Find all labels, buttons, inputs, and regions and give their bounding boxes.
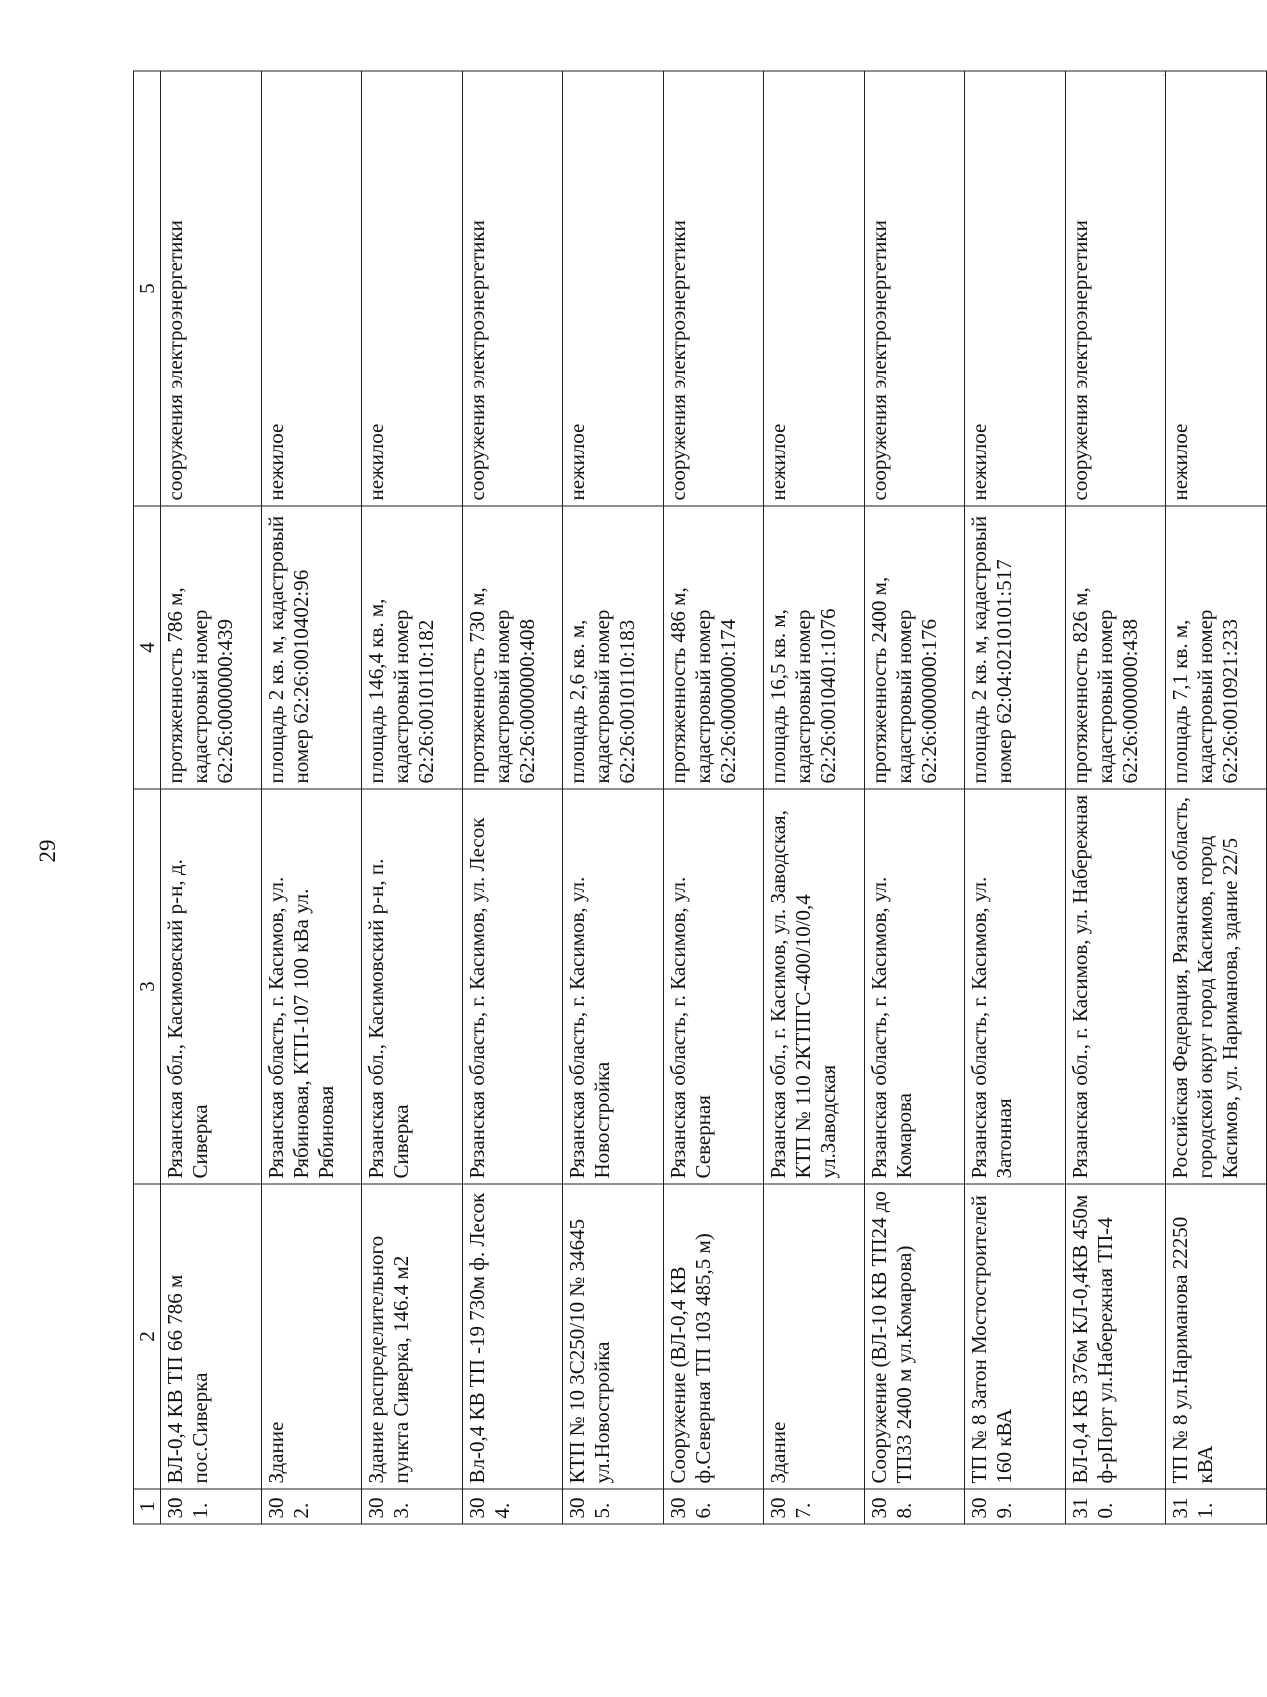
row-number-cell: 310.: [1065, 1489, 1166, 1524]
purpose-cell: сооружения электроэнергетики: [462, 71, 563, 506]
row-number-cell: 309.: [965, 1489, 1066, 1524]
column-header-number: 1: [134, 1489, 161, 1524]
row-number-cell: 305.: [563, 1489, 664, 1524]
address-cell: Рязанская область, г. Касимов, ул. Рябиновая, КТП-107 100 кВа ул. Рябиновая: [261, 789, 362, 1184]
row-number-cell: 302.: [261, 1489, 362, 1524]
purpose-cell: сооружения электроэнергетики: [161, 71, 262, 506]
address-cell: Рязанская область, г. Касимов, ул. Северная: [663, 789, 764, 1184]
table-row: [563, 71, 664, 1524]
purpose-cell: сооружения электроэнергетики: [1065, 71, 1166, 506]
row-number-cell: 308.: [864, 1489, 965, 1524]
purpose-cell: нежилое: [563, 71, 664, 506]
column-header-purpose: 5: [134, 71, 161, 506]
row-number-cell: 304.: [462, 1489, 563, 1524]
rotated-table-container: [133, 72, 1267, 1525]
object-name-cell: Здание: [764, 1184, 865, 1489]
characteristics-cell: площадь 2 кв. м, кадастровый номер 62:26:0010402:96: [261, 506, 362, 789]
page-number: 29: [35, 839, 60, 863]
address-cell: Рязанская обл., Касимовский р-н, п. Сиверка: [362, 789, 463, 1184]
table-header-row: [134, 71, 161, 1524]
row-number-cell: 303.: [362, 1489, 463, 1524]
table-row: [161, 71, 262, 1524]
address-cell: Рязанская область, г. Касимов, ул. Новостройка: [563, 789, 664, 1184]
characteristics-cell: площадь 2,6 кв. м, кадастровый номер 62:26:0010110:183: [563, 506, 664, 789]
column-header-address: 3: [134, 789, 161, 1184]
object-name-cell: ТП № 8 ул.Нариманова 22250 кВА: [1166, 1184, 1267, 1489]
purpose-cell: нежилое: [965, 71, 1066, 506]
purpose-cell: нежилое: [362, 71, 463, 506]
purpose-cell: нежилое: [1166, 71, 1267, 506]
object-name-cell: Здание распределительного пункта Сиверка, 146.4 м2: [362, 1184, 463, 1489]
table-row: [1166, 71, 1267, 1524]
characteristics-cell: площадь 7,1 кв. м, кадастровый номер 62:26:0010921:233: [1166, 506, 1267, 789]
purpose-cell: нежилое: [261, 71, 362, 506]
scan-speck: ·: [1162, 70, 1166, 82]
table-row: [261, 71, 362, 1524]
object-name-cell: Сооружение (ВЛ-0,4 КВ ф.Северная ТП 103 485,5 м): [663, 1184, 764, 1489]
object-name-cell: Здание: [261, 1184, 362, 1489]
object-name-cell: КТП № 10 3С250/10 № 34645 ул.Новостройка: [563, 1184, 664, 1489]
address-cell: Российская Федерация, Рязанская область, городской округ город Касимов, город Касимов, ул. Нариманова, здание 22/5: [1166, 789, 1267, 1184]
table-body: [161, 71, 1267, 1524]
object-name-cell: ВЛ-0,4 КВ ТП 66 786 м пос.Сиверка: [161, 1184, 262, 1489]
characteristics-cell: площадь 16,5 кв. м, кадастровый номер 62:26:0010401:1076: [764, 506, 865, 789]
purpose-cell: нежилое: [764, 71, 865, 506]
purpose-cell: сооружения электроэнергетики: [663, 71, 764, 506]
table-row: [462, 71, 563, 1524]
address-cell: Рязанская область, г. Касимов, ул. Затонная: [965, 789, 1066, 1184]
column-header-characteristics: 4: [134, 506, 161, 789]
characteristics-cell: протяженность 786 м, кадастровый номер 62:26:0000000:439: [161, 506, 262, 789]
object-name-cell: Вл-0,4 КВ ТП -19 730м ф. Лесок: [462, 1184, 563, 1489]
characteristics-cell: протяженность 826 м, кадастровый номер 62:26:0000000:438: [1065, 506, 1166, 789]
table-row: [764, 71, 865, 1524]
address-cell: Рязанская обл., г. Касимов, ул. Заводская, КТП № 110 2КТПГС-400/10/0,4 ул.Заводская: [764, 789, 865, 1184]
object-name-cell: ТП № 8 Затон Мостостроителей 160 кВА: [965, 1184, 1066, 1489]
address-cell: Рязанская обл., Касимовский р-н, д. Сиверка: [161, 789, 262, 1184]
table-row: [663, 71, 764, 1524]
address-cell: Рязанская обл., г. Касимов, ул. Набережная: [1065, 789, 1166, 1184]
table-row: [864, 71, 965, 1524]
characteristics-cell: площадь 2 кв. м, кадастровый номер 62:04:0210101:517: [965, 506, 1066, 789]
column-header-name: 2: [134, 1184, 161, 1489]
table-row: [965, 71, 1066, 1524]
characteristics-cell: протяженность 486 м, кадастровый номер 62:26:0000000:174: [663, 506, 764, 789]
table-row: [1065, 71, 1166, 1524]
property-table: [133, 71, 1267, 1525]
object-name-cell: Сооружение (ВЛ-10 КВ ТП24 до ТП33 2400 м ул.Комарова): [864, 1184, 965, 1489]
table-row: [362, 71, 463, 1524]
characteristics-cell: протяженность 2400 м, кадастровый номер 62:26:0000000:176: [864, 506, 965, 789]
object-name-cell: ВЛ-0,4 КВ 376м КЛ-0,4КВ 450м ф-рПорт ул.Набережная ТП-4: [1065, 1184, 1166, 1489]
row-number-cell: 307.: [764, 1489, 865, 1524]
purpose-cell: сооружения электроэнергетики: [864, 71, 965, 506]
address-cell: Рязанская область, г. Касимов, ул. Лесок: [462, 789, 563, 1184]
characteristics-cell: площадь 146,4 кв. м, кадастровый номер 62:26:0010110:182: [362, 506, 463, 789]
address-cell: Рязанская область, г. Касимов, ул. Комарова: [864, 789, 965, 1184]
row-number-cell: 306.: [663, 1489, 764, 1524]
row-number-cell: 301.: [161, 1489, 262, 1524]
row-number-cell: 311.: [1166, 1489, 1267, 1524]
characteristics-cell: протяженность 730 м, кадастровый номер 62:26:0000000:408: [462, 506, 563, 789]
